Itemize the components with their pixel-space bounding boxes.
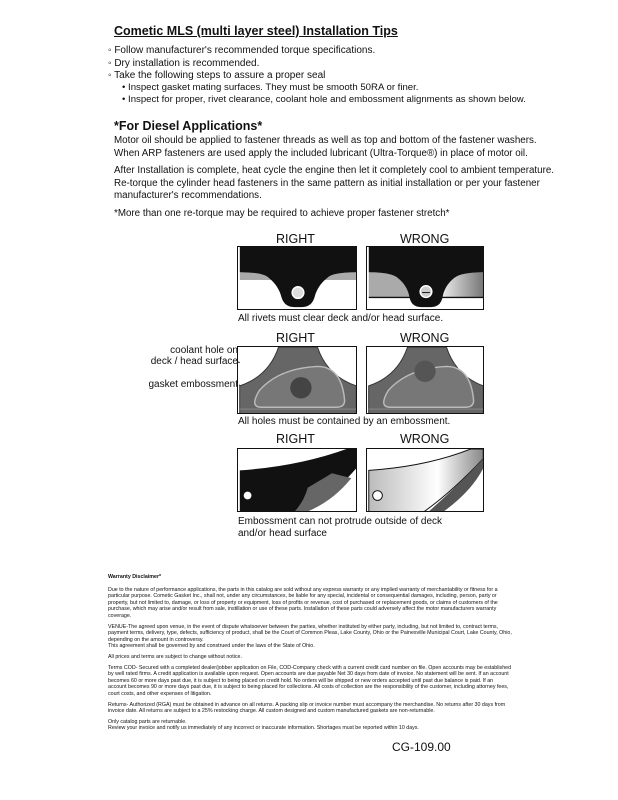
tip-text: Follow manufacturer's recommended torque specifications. [114, 45, 376, 56]
page-code: CG-109.00 [392, 739, 451, 754]
embossment-callout: gasket embossment [148, 379, 238, 390]
tip-item: ◦ Dry installation is recommended. [108, 58, 260, 69]
subtip-item: • Inspect gasket mating surfaces. They must be smooth 50RA or finer. [122, 82, 419, 93]
diesel-note: *More than one re-torque may be required to achieve proper fastener stretch* [114, 207, 450, 219]
protrude-right-diagram [237, 448, 357, 512]
embossment-caption: All holes must be contained by an embossment. [238, 416, 451, 427]
right-label: RIGHT [276, 331, 315, 345]
callout-text: coolant hole on [170, 345, 238, 356]
returns-paragraph: Returns- Authorized (RGA) must be obtained in advance on all returns. A packing slip or invoice number must accompany the merchandise. No returns after 30 days from invoice date. All returns are subject to a 25% restocking charge. All custom designed and custom manufactured gaskets are non-returnable. [108, 701, 506, 715]
tip-item: ◦ Take the following steps to assure a proper seal [108, 70, 326, 81]
tip-text: Take the following steps to assure a proper seal [114, 70, 326, 81]
terms-paragraph: Terms COD- Secured with a completed dealer/jobber application on File, COD-Company check with a current credit card number on file. Open accounts may be established by well rated firms. A credit application is available upon request. Open accounts are due payable Net 30 days from date of invoice. No statement will be sent. If an account becomes 60 or more days past due, it is subject to being placed on credit hold. No orders will be shipped or new orders accepted until past due balance is paid. If an account becomes 90 or more days past due, it is subject to being placed for collections. All costs of collection are the responsibility of the customer, including attorney fees, court costs, and other expenses of litigation. [108, 664, 512, 697]
returns-text: Only catalog parts are returnable. [108, 718, 187, 725]
warranty-paragraph: Due to the nature of performance applications, the parts in this catalog are sold without any express warranty or any implied warranty of merchantability or fitness for a particular purpose. Cometic Gasket Inc., shall not, under any circumstances, be liable for any special, incidental or consequential damages, including, person, party or property, but not limited to, damage, or loss of property or equipment, loss of profits or revenue, cost of purchased or replacement goods, or claims of customers of the purchase, which may arise and/or result from sale, instillation or use of these parts. Installation of these parts could adversely affect the motor manufacturers warranty coverage. [108, 586, 498, 619]
embossment-right-diagram [237, 346, 357, 414]
right-label: RIGHT [276, 232, 315, 246]
page-title: Cometic MLS (multi layer steel) Installation Tips [114, 24, 398, 38]
protrude-wrong-diagram [366, 448, 484, 512]
warranty-heading: Warranty Disclaimer* [108, 574, 162, 580]
prices-note: All prices and terms are subject to change without notice. [108, 653, 242, 660]
callout-text: deck / head surface [150, 356, 238, 367]
diesel-paragraph: After Installation is complete, heat cycle the engine then let it completely cool to ambient temperature. Re-torque the cylinder head fasteners in the same pattern as initial installation or per your fastener manufacturer's recommendations. [114, 165, 555, 201]
venue-paragraph [108, 624, 513, 650]
wrong-label: WRONG [400, 432, 450, 446]
subtip-text: Inspect for proper, rivet clearance, coolant hole and embossment alignments as shown below. [128, 94, 526, 105]
right-label: RIGHT [276, 432, 315, 446]
wrong-label: WRONG [400, 331, 450, 345]
tip-item: ◦ Follow manufacturer's recommended torque specifications. [108, 45, 376, 56]
protrude-caption: and/or head surface [238, 528, 327, 539]
review-text: Review your invoice and notify us immediately of any incorrect or inaccurate information. Shortages must be reported within 10 days. [108, 725, 419, 732]
protrude-caption: Embossment can not protrude outside of deck [238, 516, 443, 527]
diesel-paragraph: Motor oil should be applied to fastener threads as well as top and bottom of the fastener washers. When ARP fasteners are used apply the included lubricant (Ultra-Torque®) in place of motor oil. [114, 135, 537, 159]
rivet-caption: All rivets must clear deck and/or head surface. [238, 313, 444, 324]
warranty-section [108, 574, 513, 754]
tip-text: Dry installation is recommended. [114, 58, 260, 69]
subtip-item: • Inspect for proper, rivet clearance, coolant hole and embossment alignments as shown below. [122, 94, 526, 105]
venue-law-text: This agreement shall be governed by and construed under the laws of the State of Ohio. [108, 643, 315, 650]
wrong-label: WRONG [400, 232, 450, 246]
diesel-heading: *For Diesel Applications* [114, 119, 263, 133]
subtip-text: Inspect gasket mating surfaces. They must be smooth 50RA or finer. [128, 82, 419, 93]
returns-note [108, 719, 513, 732]
venue-text: VENUE-The agreed upon venue, in the event of dispute whatsoever between the parties, whether instituted by either party, including, but not limited to, contract terms, payment terms, delivery, type, defects, sufficiency of product, shall be the Court of Common Pleas, Lake County, Ohio or the Painesville Municipal Court, Lake County, Ohio, depending on the amount in controversy. [108, 623, 512, 643]
embossment-wrong-diagram [366, 346, 484, 414]
